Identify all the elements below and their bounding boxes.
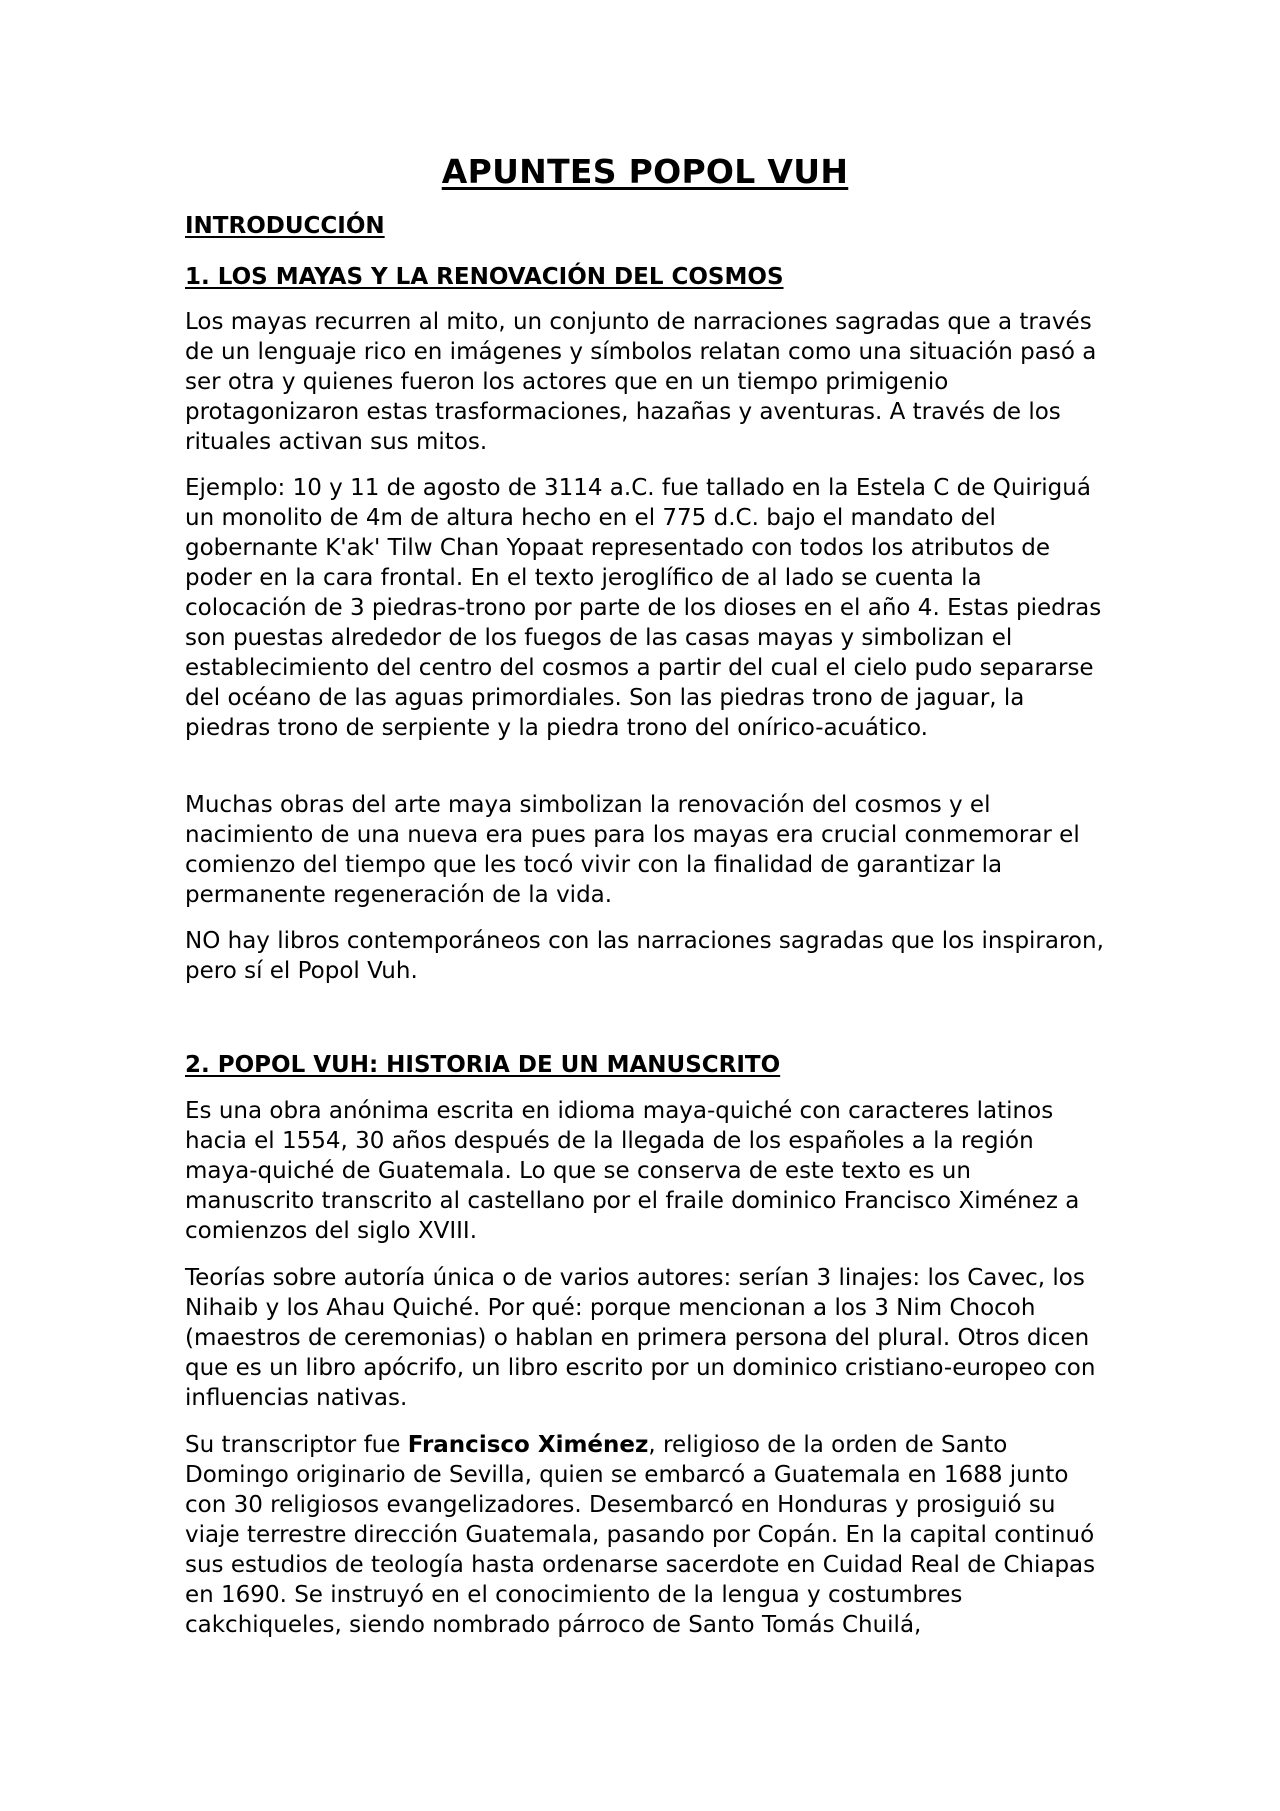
section-2-paragraph-2: Teorías sobre autoría única o de varios autores: serían 3 linajes: los Cavec, los Nihaib y los Ahau Quiché. Por qué: porque mencionan a los 3 Nim Chocoh (maestros de ceremonias) o hablan en primera persona del plural. Otros dicen que es un libro apócrifo, un libro escrito por un dominico cristiano-europeo con influencias nativas.: [185, 1265, 1096, 1411]
section-2-paragraph-1: Es una obra anónima escrita en idioma maya-quiché con caracteres latinos hacia el 1554, 30 años después de la llegada de los españoles a la región maya-quiché de Guatemala. Lo que se conserva de este texto es un manuscrito transcrito al castellano por el fraile dominico Francisco Ximénez a comienzos del siglo XVIII.: [185, 1098, 1080, 1244]
section-2-paragraph-3: [185, 1430, 1105, 1640]
section-1-paragraph-3: Muchas obras del arte maya simbolizan la renovación del cosmos y el nacimiento de una nueva era pues para los mayas era crucial conmemorar el comienzo del tiempo que les tocó vivir con la finalidad de garantizar la permanente regeneración de la vida.: [185, 792, 1080, 908]
transcriptor-name: Francisco Ximénez: [407, 1432, 649, 1458]
section-1-paragraph-4: NO hay libros contemporáneos con las narraciones sagradas que los inspiraron, pero sí el Popol Vuh.: [185, 928, 1104, 984]
paragraph-text: Su transcriptor fue: [185, 1432, 408, 1458]
paragraph-text: , religioso de la orden de Santo Domingo originario de Sevilla, quien se embarcó a Guatemala en 1688 junto con 30 religiosos evangelizadores. Desembarcó en Honduras y prosiguió su viaje terrestre dirección Guatemala, pasando por Copán. En la capital continuó sus estudios de teología hasta ordenarse sacerdote en Cuidad Real de Chiapas en 1690. Se instruyó en el conocimiento de la lengua y costumbres cakchiqueles, siendo nombrado párroco de Santo Tomás Chuilá,: [185, 1432, 1096, 1638]
section-1-heading: 1. LOS MAYAS Y LA RENOVACIÓN DEL COSMOS: [185, 264, 784, 290]
section-1-paragraph-1: Los mayas recurren al mito, un conjunto de narraciones sagradas que a través de un lenguaje rico en imágenes y símbolos relatan como una situación pasó a ser otra y quienes fueron los actores que en un tiempo primigenio protagonizaron estas trasformaciones, hazañas y aventuras. A través de los rituales activan sus mitos.: [185, 309, 1097, 455]
section-1-paragraph-2: Ejemplo: 10 y 11 de agosto de 3114 a.C. fue tallado en la Estela C de Quiriguá un monolito de 4m de altura hecho en el 775 d.C. bajo el mandato del gobernante K'ak' Tilw Chan Yopaat representado con todos los atributos de poder en la cara frontal. En el texto jeroglífico de al lado se cuenta la colocación de 3 piedras-trono por parte de los dioses en el año 4. Estas piedras son puestas alrededor de los fuegos de las casas mayas y simbolizan el establecimiento del centro del cosmos a partir del cual el cielo pudo separarse del océano de las aguas primordiales. Son las piedras trono de jaguar, la piedras trono de serpiente y la piedra trono del onírico-acuático.: [185, 475, 1102, 741]
document-title: APUNTES POPOL VUH: [441, 152, 849, 191]
intro-heading: INTRODUCCIÓN: [185, 213, 385, 239]
section-2-heading: 2. POPOL VUH: HISTORIA DE UN MANUSCRITO: [185, 1052, 781, 1078]
